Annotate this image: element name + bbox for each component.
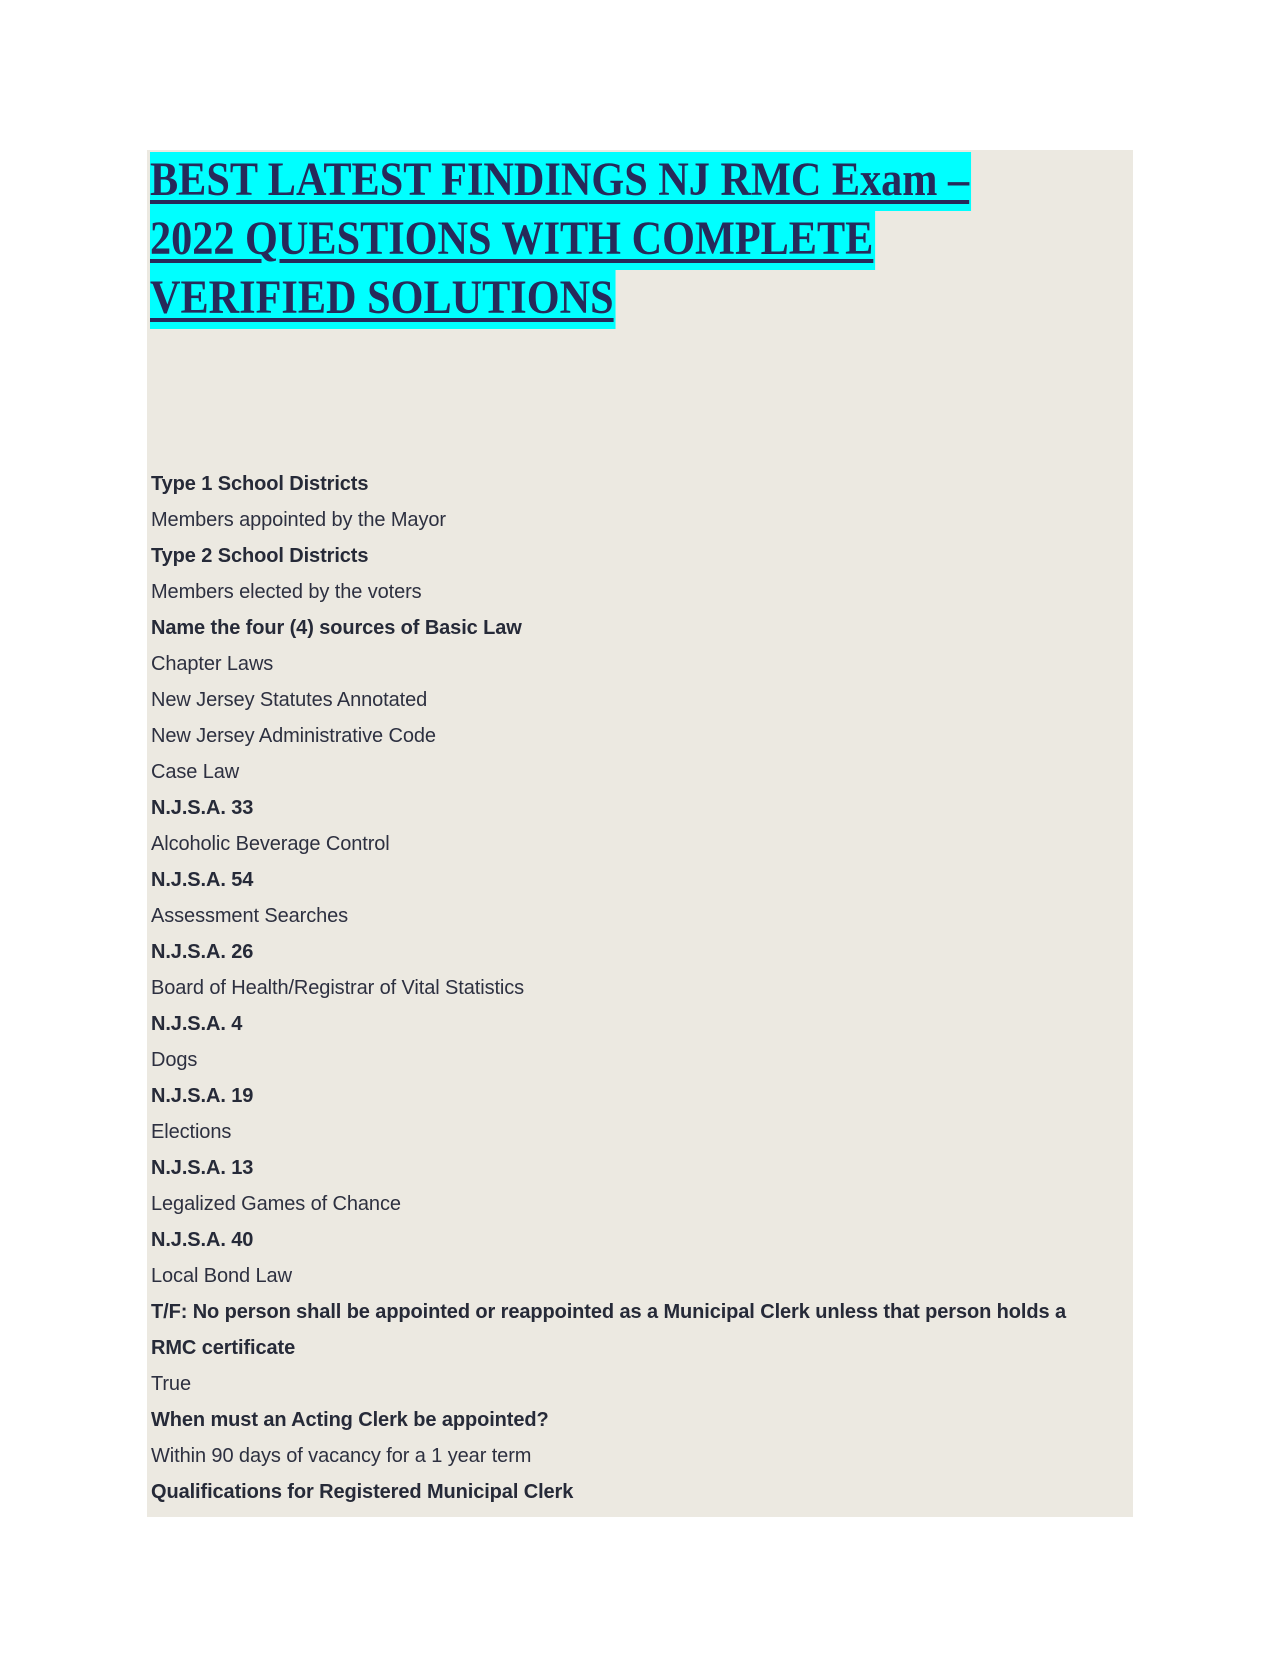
answer-text: Chapter Laws bbox=[151, 653, 274, 675]
question-text: Type 1 School Districts bbox=[151, 473, 369, 495]
question-text: N.J.S.A. 4 bbox=[151, 1013, 243, 1035]
answer-text: Elections bbox=[151, 1121, 232, 1143]
question-text: Type 2 School Districts bbox=[151, 545, 369, 567]
answer-text: Local Bond Law bbox=[151, 1265, 292, 1287]
answer-text: Dogs bbox=[151, 1049, 198, 1071]
answer-text: New Jersey Statutes Annotated bbox=[151, 689, 428, 711]
question-text: N.J.S.A. 33 bbox=[151, 797, 254, 819]
title-line-2 bbox=[150, 209, 971, 268]
answer-text: Case Law bbox=[151, 761, 240, 783]
qa-list bbox=[151, 466, 1126, 1510]
document-title bbox=[150, 150, 1083, 327]
answer-text: True bbox=[151, 1373, 191, 1395]
question-text: N.J.S.A. 26 bbox=[151, 941, 254, 963]
title-highlight: VERIFIED SOLUTIONS bbox=[150, 270, 615, 329]
question-text: N.J.S.A. 54 bbox=[151, 869, 254, 891]
question-text: N.J.S.A. 13 bbox=[151, 1157, 254, 1179]
question-text: RMC certificate bbox=[151, 1337, 296, 1359]
question-text: T/F: No person shall be appointed or reappointed as a Municipal Clerk unless that person holds a bbox=[151, 1301, 1066, 1323]
question-text: Qualifications for Registered Municipal Clerk bbox=[151, 1481, 574, 1503]
answer-text: Alcoholic Beverage Control bbox=[151, 833, 390, 855]
answer-text: New Jersey Administrative Code bbox=[151, 725, 436, 747]
title-line-1 bbox=[150, 150, 971, 209]
answer-text: Board of Health/Registrar of Vital Statistics bbox=[151, 977, 525, 999]
question-text: N.J.S.A. 19 bbox=[151, 1085, 254, 1107]
title-highlight: 2022 QUESTIONS WITH COMPLETE bbox=[150, 211, 875, 270]
question-text: Name the four (4) sources of Basic Law bbox=[151, 617, 522, 639]
answer-text: Members appointed by the Mayor bbox=[151, 509, 446, 531]
answer-text: Assessment Searches bbox=[151, 905, 349, 927]
question-text: When must an Acting Clerk be appointed? bbox=[151, 1409, 549, 1431]
title-highlight: BEST LATEST FINDINGS NJ RMC Exam – bbox=[150, 152, 971, 211]
answer-text: Legalized Games of Chance bbox=[151, 1193, 401, 1215]
title-line-3 bbox=[150, 268, 971, 327]
answer-text: Within 90 days of vacancy for a 1 year term bbox=[151, 1445, 532, 1467]
question-text: N.J.S.A. 40 bbox=[151, 1229, 254, 1251]
answer-text: Members elected by the voters bbox=[151, 581, 422, 603]
